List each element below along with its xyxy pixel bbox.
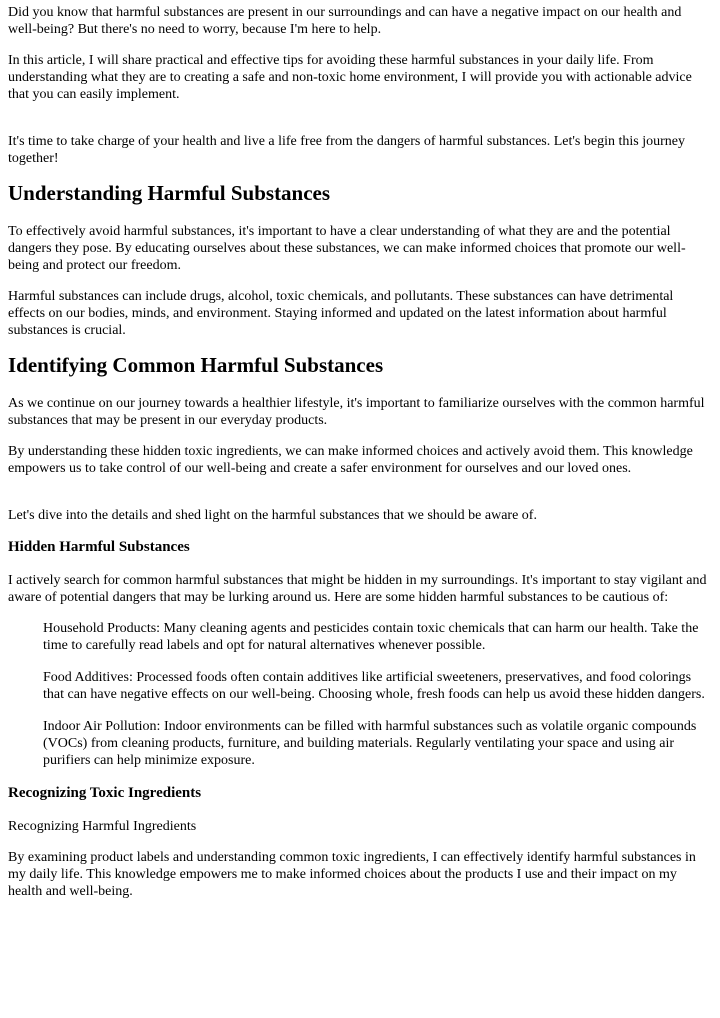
intro-paragraph-3: It's time to take charge of your health and live a life free from the dangers of harmful substances. Let's begin this journey together! [8, 134, 685, 166]
spacer [8, 491, 712, 507]
intro-paragraph-2: In this article, I will share practical and effective tips for avoiding these harmful substances in your daily life. From understanding what they are to creating a safe and non-toxic home environment, I will provide you with actionable advice that you can easily implement. [8, 53, 692, 102]
list-item: Indoor Air Pollution: Indoor environments can be filled with harmful substances such as volatile organic compounds (VOCs) from cleaning products, furniture, and building materials. Regularly ventilating your space and using air purifiers can help minimize exposure. [43, 719, 697, 768]
list-item: Household Products: Many cleaning agents and pesticides contain toxic chemicals that can harm our health. Take the time to carefully read labels and opt for natural alternatives whenever possible. [43, 621, 699, 653]
recognizing-subheading: Recognizing Harmful Ingredients [8, 819, 197, 834]
understanding-paragraph-2: Harmful substances can include drugs, alcohol, toxic chemicals, and pollutants. These substances can have detrimental effects on our bodies, minds, and environment. Staying informed and updated on the latest information about harmful substances is crucial. [8, 289, 674, 338]
spacer [8, 117, 712, 133]
heading-understanding: Understanding Harmful Substances [8, 181, 331, 205]
heading-recognizing: Recognizing Toxic Ingredients [8, 785, 202, 801]
identifying-paragraph-1: As we continue on our journey towards a healthier lifestyle, it's important to familiarize ourselves with the common harmful substances that may be present in our everyday products. [8, 396, 705, 428]
recognizing-paragraph-1: By examining product labels and understanding common toxic ingredients, I can effectively identify harmful substances in my daily life. This knowledge empowers me to make informed choices about the products I use and their impact on my health and well-being. [8, 850, 696, 899]
heading-identifying: Identifying Common Harmful Substances [8, 353, 384, 377]
hidden-substances-list [8, 620, 712, 769]
list-item: Food Additives: Processed foods often contain additives like artificial sweeteners, preservatives, and food colorings that can have negative effects on our well-being. Choosing whole, fresh foods can help us avoid these hidden dangers. [43, 670, 705, 702]
hidden-paragraph-1: I actively search for common harmful substances that might be hidden in my surroundings. It's important to stay vigilant and aware of potential dangers that may be lurking around us. Here are some hidden harmful substances to be cautious of: [8, 573, 707, 605]
identifying-paragraph-3: Let's dive into the details and shed light on the harmful substances that we should be aware of. [8, 508, 537, 523]
intro-paragraph-1: Did you know that harmful substances are present in our surroundings and can have a negative impact on our health and well-being? But there's no need to worry, because I'm here to help. [8, 5, 682, 37]
identifying-paragraph-2: By understanding these hidden toxic ingredients, we can make informed choices and actively avoid them. This knowledge empowers us to take control of our well-being and create a safer environment for ourselves and our loved ones. [8, 444, 693, 476]
heading-hidden: Hidden Harmful Substances [8, 539, 190, 555]
understanding-paragraph-1: To effectively avoid harmful substances, it's important to have a clear understanding of what they are and the potential dangers they pose. By educating ourselves about these substances, we can make informed choices that promote our well-being and protect our freedom. [8, 224, 686, 273]
